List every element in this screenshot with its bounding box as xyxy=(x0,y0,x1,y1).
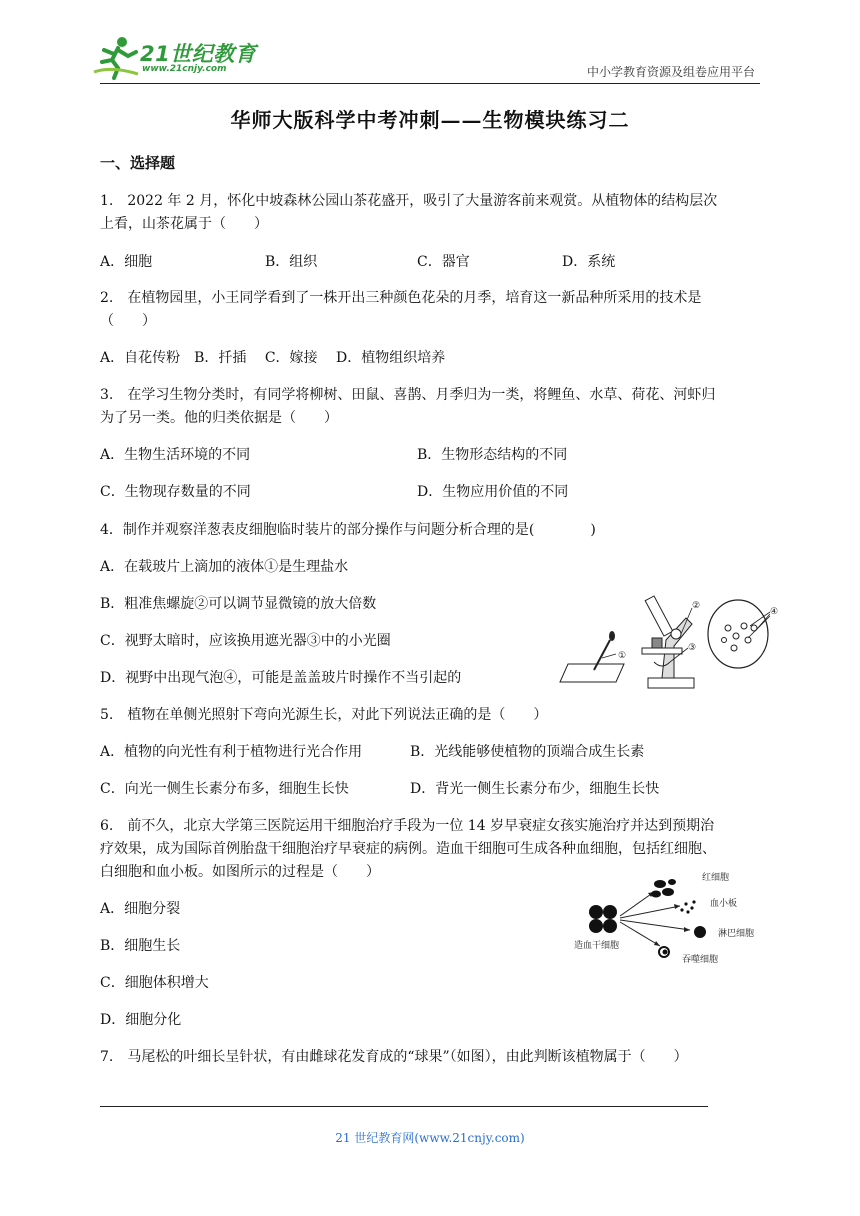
platform-name: 中小学教育资源及组卷应用平台 xyxy=(586,65,755,79)
q7-stem-line1: 7. 马尾松的叶细长呈针状，有由雌球花发育成的“球果”（如图），由此判断该植物属于（ ） xyxy=(100,1049,688,1065)
q6-option-b: B．细胞生长 xyxy=(100,938,181,954)
q1-option-a: A．细胞 xyxy=(100,254,153,270)
section-heading: 一、选择题 xyxy=(100,154,176,172)
q3-stem-line1: 3. 在学习生物分类时，有同学将柳树、田鼠、喜鹊、月季归为一类，将鲤鱼、水草、荷花、河虾归 xyxy=(100,387,716,403)
q5-option-b: B．光线能够使植物的顶端合成生长素 xyxy=(410,744,645,760)
logo-text: 21世纪教育 xyxy=(140,42,257,66)
q5-option-c: C．向光一侧生长素分布多，细胞生长快 xyxy=(100,781,349,797)
q3-option-b: B．生物形态结构的不同 xyxy=(417,447,568,463)
fig-label-2: ② xyxy=(692,601,701,611)
q1-option-d: D．系统 xyxy=(562,254,616,270)
q1-option-c: C．器官 xyxy=(417,254,470,270)
fig-label-4: ④ xyxy=(770,607,779,617)
fig-label-lymphocyte: 淋巴细胞 xyxy=(718,929,755,939)
page-header xyxy=(0,0,860,90)
q4-option-b: B．粗准焦螺旋②可以调节显微镜的放大倍数 xyxy=(100,596,377,612)
fig-label-3: ③ xyxy=(688,643,697,653)
fig-label-1: ① xyxy=(618,651,627,661)
running-figure-icon xyxy=(92,36,140,80)
fig-label-phagocyte: 吞噬细胞 xyxy=(682,955,719,965)
microscope-figure xyxy=(558,578,788,694)
q1-stem-line1: 1. 2022 年 2 月，怀化中坡森林公园山茶花盛开，吸引了大量游客前来观赏。从植物体的结构层次 xyxy=(100,193,718,209)
q3-option-c: C．生物现存数量的不同 xyxy=(100,484,251,500)
header-divider xyxy=(100,83,760,84)
q4-option-c: C．视野太暗时，应该换用遮光器③中的小光圈 xyxy=(100,633,391,649)
q6-option-d: D．细胞分化 xyxy=(100,1012,182,1028)
stem-cell-figure xyxy=(568,866,768,970)
fig-label-red-cell: 红细胞 xyxy=(702,873,730,883)
footer-link[interactable]: 21 世纪教育网(www.21cnjy.com) xyxy=(335,1131,525,1145)
q4-option-a: A．在载玻片上滴加的液体①是生理盐水 xyxy=(100,559,349,575)
q4-option-d: D．视野中出现气泡④，可能是盖盖玻片时操作不当引起的 xyxy=(100,670,462,686)
q3-option-a: A．生物生活环境的不同 xyxy=(100,447,251,463)
page-title: 华师大版科学中考冲刺——生物模块练习二 xyxy=(230,108,630,132)
q6-stem-line2: 疗效果，成为国际首例胎盘干细胞治疗早衰症的病例。造血干细胞可生成各种血细胞，包括红细胞、 xyxy=(100,841,716,857)
q6-option-c: C．细胞体积增大 xyxy=(100,975,209,991)
site-logo xyxy=(92,36,262,80)
q5-stem-line1: 5. 植物在单侧光照射下弯向光源生长，对此下列说法正确的是（ ） xyxy=(100,707,548,723)
q1-stem-line2: 上看，山茶花属于（ ） xyxy=(100,216,268,232)
q2-stem-line2: （ ） xyxy=(100,313,156,329)
q5-option-a: A．植物的向光性有利于植物进行光合作用 xyxy=(100,744,363,760)
q2-stem-line1: 2. 在植物园里，小王同学看到了一株开出三种颜色花朵的月季，培育这一新品种所采用的技术是 xyxy=(100,290,702,306)
q6-stem-line1: 6. 前不久，北京大学第三医院运用干细胞治疗手段为一位 14 岁早衰症女孩实施治疗并达到预期治 xyxy=(100,818,715,834)
q6-stem-line3: 白细胞和血小板。如图所示的过程是（ ） xyxy=(100,864,380,880)
q3-stem-line2: 为了另一类。他的归类依据是（ ） xyxy=(100,410,338,426)
fig-label-platelet: 血小板 xyxy=(710,899,738,909)
q3-option-d: D．生物应用价值的不同 xyxy=(417,484,569,500)
fig-label-stem-cell: 造血干细胞 xyxy=(574,941,620,951)
footer-divider xyxy=(100,1106,708,1107)
q2-options: A．自花传粉 B．扦插 C．嫁接 D．植物组织培养 xyxy=(100,350,446,366)
logo-url: www.21cnjy.com xyxy=(142,64,227,74)
q5-option-d: D．背光一侧生长素分布少，细胞生长快 xyxy=(410,781,660,797)
q1-option-b: B．组织 xyxy=(265,254,318,270)
q6-option-a: A．细胞分裂 xyxy=(100,901,181,917)
q4-stem-line1: 4．制作并观察洋葱表皮细胞临时装片的部分操作与问题分析合理的是( ) xyxy=(100,522,596,538)
